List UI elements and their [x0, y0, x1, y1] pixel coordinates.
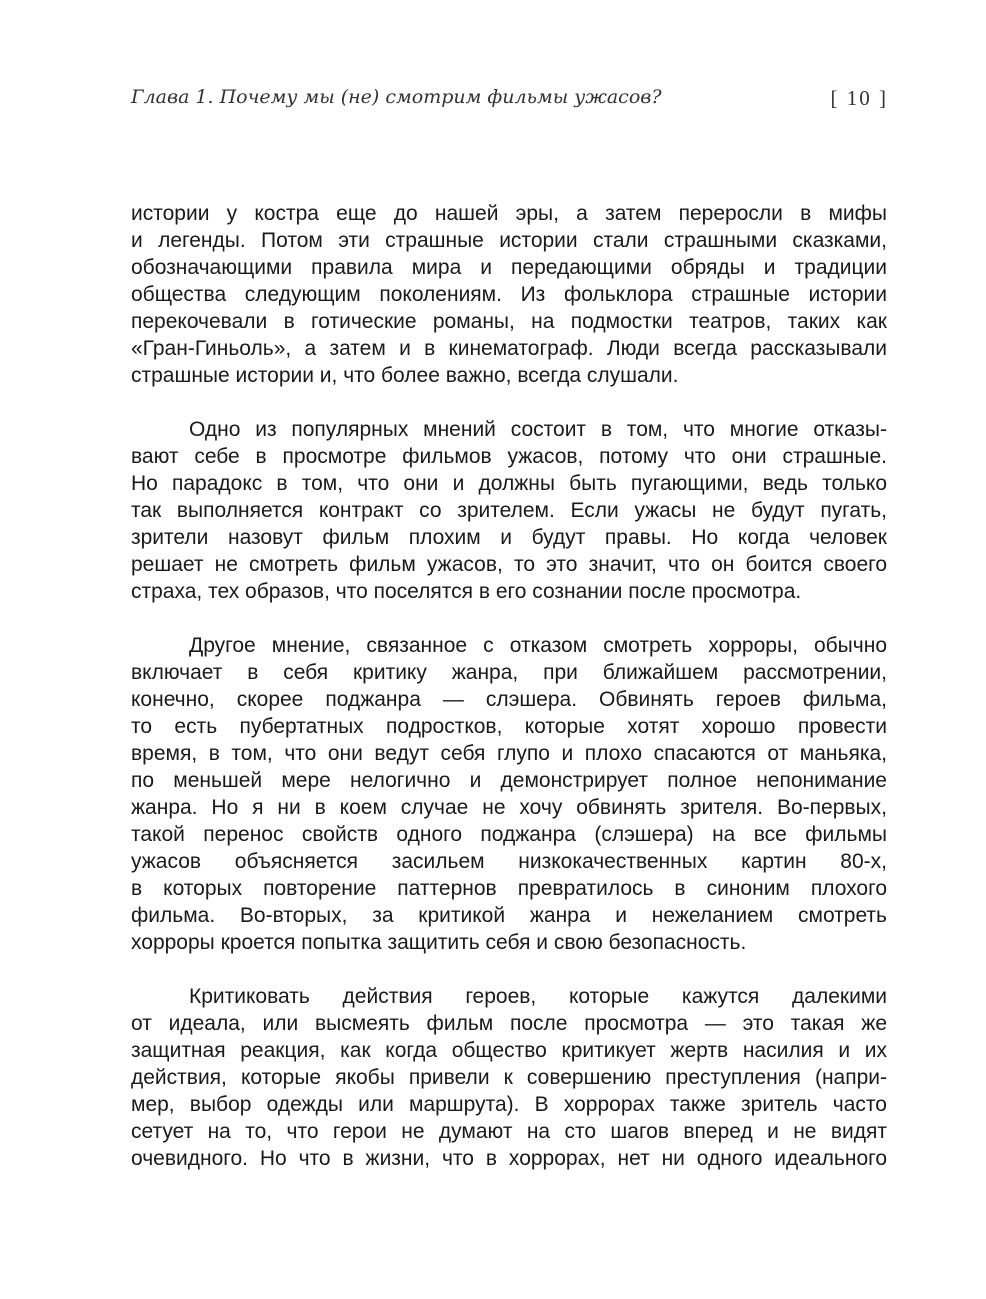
text-line: решает не смотреть фильм ужасов, то это значит, что он боится своего — [131, 553, 887, 576]
text-line: фильма. Во-вторых, за критикой жанра и нежеланием смотреть — [131, 904, 887, 927]
text-line: действия, которые якобы привели к совершению преступления (напри- — [131, 1066, 887, 1089]
text-line: страха, тех образов, что поселятся в его сознании после просмотра. — [131, 580, 802, 603]
text-line: и легенды. Потом эти страшные истории стали страшными сказками, — [131, 229, 887, 252]
paragraph — [131, 200, 887, 389]
text-line: в которых повторение паттернов превратилось в синоним плохого — [131, 877, 887, 900]
text-line: обозначающими правила мира и передающими обряды и традиции — [131, 256, 887, 279]
text-line: время, в том, что они ведут себя глупо и плохо спасаются от маньяка, — [131, 742, 887, 765]
paragraph — [131, 983, 887, 1172]
text-line: Другое мнение, связанное с отказом смотреть хорроры, обычно — [189, 634, 887, 657]
page-body — [131, 200, 887, 1199]
page-number: [ 10 ] — [830, 86, 888, 110]
paragraph — [131, 632, 887, 956]
text-line: сетует на то, что герои не думают на сто шагов вперед и не видят — [131, 1120, 887, 1143]
text-line: мер, выбор одежды или маршрута). В хоррорах также зритель часто — [131, 1093, 887, 1116]
text-line: конечно, скорее поджанра — слэшера. Обвинять героев фильма, — [131, 688, 887, 711]
text-line: хорроры кроется попытка защитить себя и свою безопасность. — [131, 931, 747, 954]
text-line: Одно из популярных мнений состоит в том, что многие отказы- — [189, 418, 887, 441]
text-line: жанра. Но я ни в коем случае не хочу обвинять зрителя. Во-первых, — [131, 796, 887, 819]
text-line: истории у костра еще до нашей эры, а затем переросли в мифы — [131, 202, 887, 225]
text-line: страшные истории и, что более важно, всегда слушали. — [131, 364, 679, 387]
text-line: включает в себя критику жанра, при ближайшем рассмотрении, — [131, 661, 887, 684]
text-line: так выполняется контракт со зрителем. Если ужасы не будут пугать, — [131, 499, 887, 522]
text-line: ужасов объясняется засильем низкокачественных картин 80-х, — [131, 850, 887, 873]
text-line: вают себе в просмотре фильмов ужасов, потому что они страшные. — [131, 445, 887, 468]
text-line: очевидного. Но что в жизни, что в хоррорах, нет ни одного идеального — [131, 1147, 887, 1170]
text-line: Но парадокс в том, что они и должны быть пугающими, ведь только — [131, 472, 887, 495]
text-line: защитная реакция, как когда общество критикует жертв насилия и их — [131, 1039, 887, 1062]
chapter-title: Глава 1. Почему мы (не) смотрим фильмы ужасов? — [131, 86, 662, 108]
text-line: от идеала, или высмеять фильм после просмотра — это такая же — [131, 1012, 887, 1035]
text-line: «Гран-Гиньоль», а затем и в кинематограф. Люди всегда рассказывали — [131, 337, 887, 360]
text-line: перекочевали в готические романы, на подмостки театров, таких как — [131, 310, 887, 333]
paragraph — [131, 416, 887, 605]
text-line: такой перенос свойств одного поджанра (слэшера) на все фильмы — [131, 823, 887, 846]
running-header — [131, 86, 888, 116]
text-line: по меньшей мере нелогично и демонстрирует полное непонимание — [131, 769, 887, 792]
text-line: зрители назовут фильм плохим и будут правы. Но когда человек — [131, 526, 887, 549]
text-line: то есть пубертатных подростков, которые хотят хорошо провести — [131, 715, 887, 738]
text-line: общества следующим поколениям. Из фольклора страшные истории — [131, 283, 887, 306]
text-line: Критиковать действия героев, которые кажутся далекими — [189, 985, 887, 1008]
